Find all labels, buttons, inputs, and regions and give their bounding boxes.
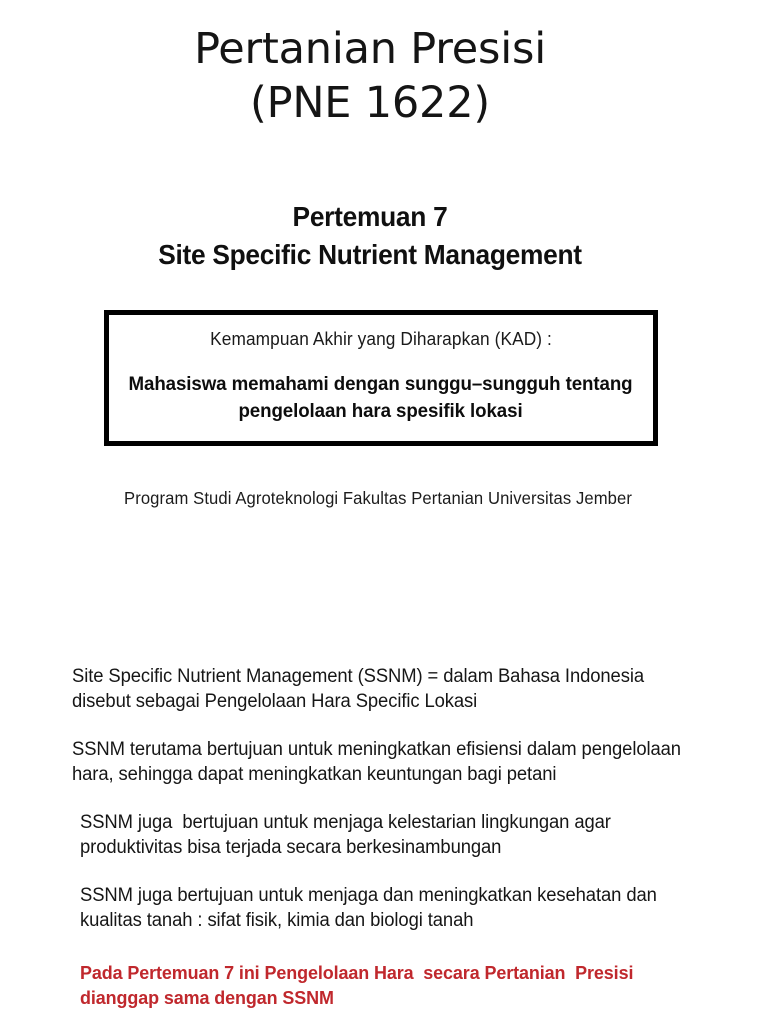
kad-body-line-2: pengelolaan hara spesifik lokasi <box>238 400 524 422</box>
paragraph-soil-health-goal: SSNM juga bertujuan untuk menjaga dan meningkatkan kesehatan dan kualitas tanah : sifat fisik, kimia dan biologi tanah <box>80 885 662 931</box>
paragraph-note-highlight: Pada Pertemuan 7 ini Pengelolaan Hara secara Pertanian Presisi dianggap sama dengan SSNM <box>80 962 644 1008</box>
kad-body-line-1: Mahasiswa memahami dengan sunggu–sungguh tentang <box>128 373 634 395</box>
institution-line: Program Studi Agroteknologi Fakultas Pertanian Universitas Jember <box>124 488 632 508</box>
paragraph-definition: Site Specific Nutrient Management (SSNM) = dalam Bahasa Indonesia disebut sebagai Pengelolaan Hara Specific Lokasi <box>72 666 650 712</box>
meeting-topic: Site Specific Nutrient Management <box>158 239 582 270</box>
subtitle-block <box>0 198 740 274</box>
title-block <box>0 22 740 130</box>
kad-heading: Kemampuan Akhir yang Diharapkan (KAD) : <box>210 329 552 349</box>
meeting-number: Pertemuan 7 <box>292 201 448 232</box>
paragraph-environment-goal: SSNM juga bertujuan untuk menjaga kelestarian lingkungan agar produktivitas bisa terjada secara berkesinambungan <box>80 812 616 858</box>
kad-body <box>118 371 643 425</box>
course-title-line-1: Pertanian Presisi <box>194 24 546 74</box>
kad-objective-box <box>104 310 658 446</box>
paragraph-efficiency-goal: SSNM terutama bertujuan untuk meningkatkan efisiensi dalam pengelolaan hara, sehingga dapat meningkatkan keuntungan bagi petani <box>72 739 686 785</box>
course-code-line-2: (PNE 1622) <box>250 78 490 128</box>
